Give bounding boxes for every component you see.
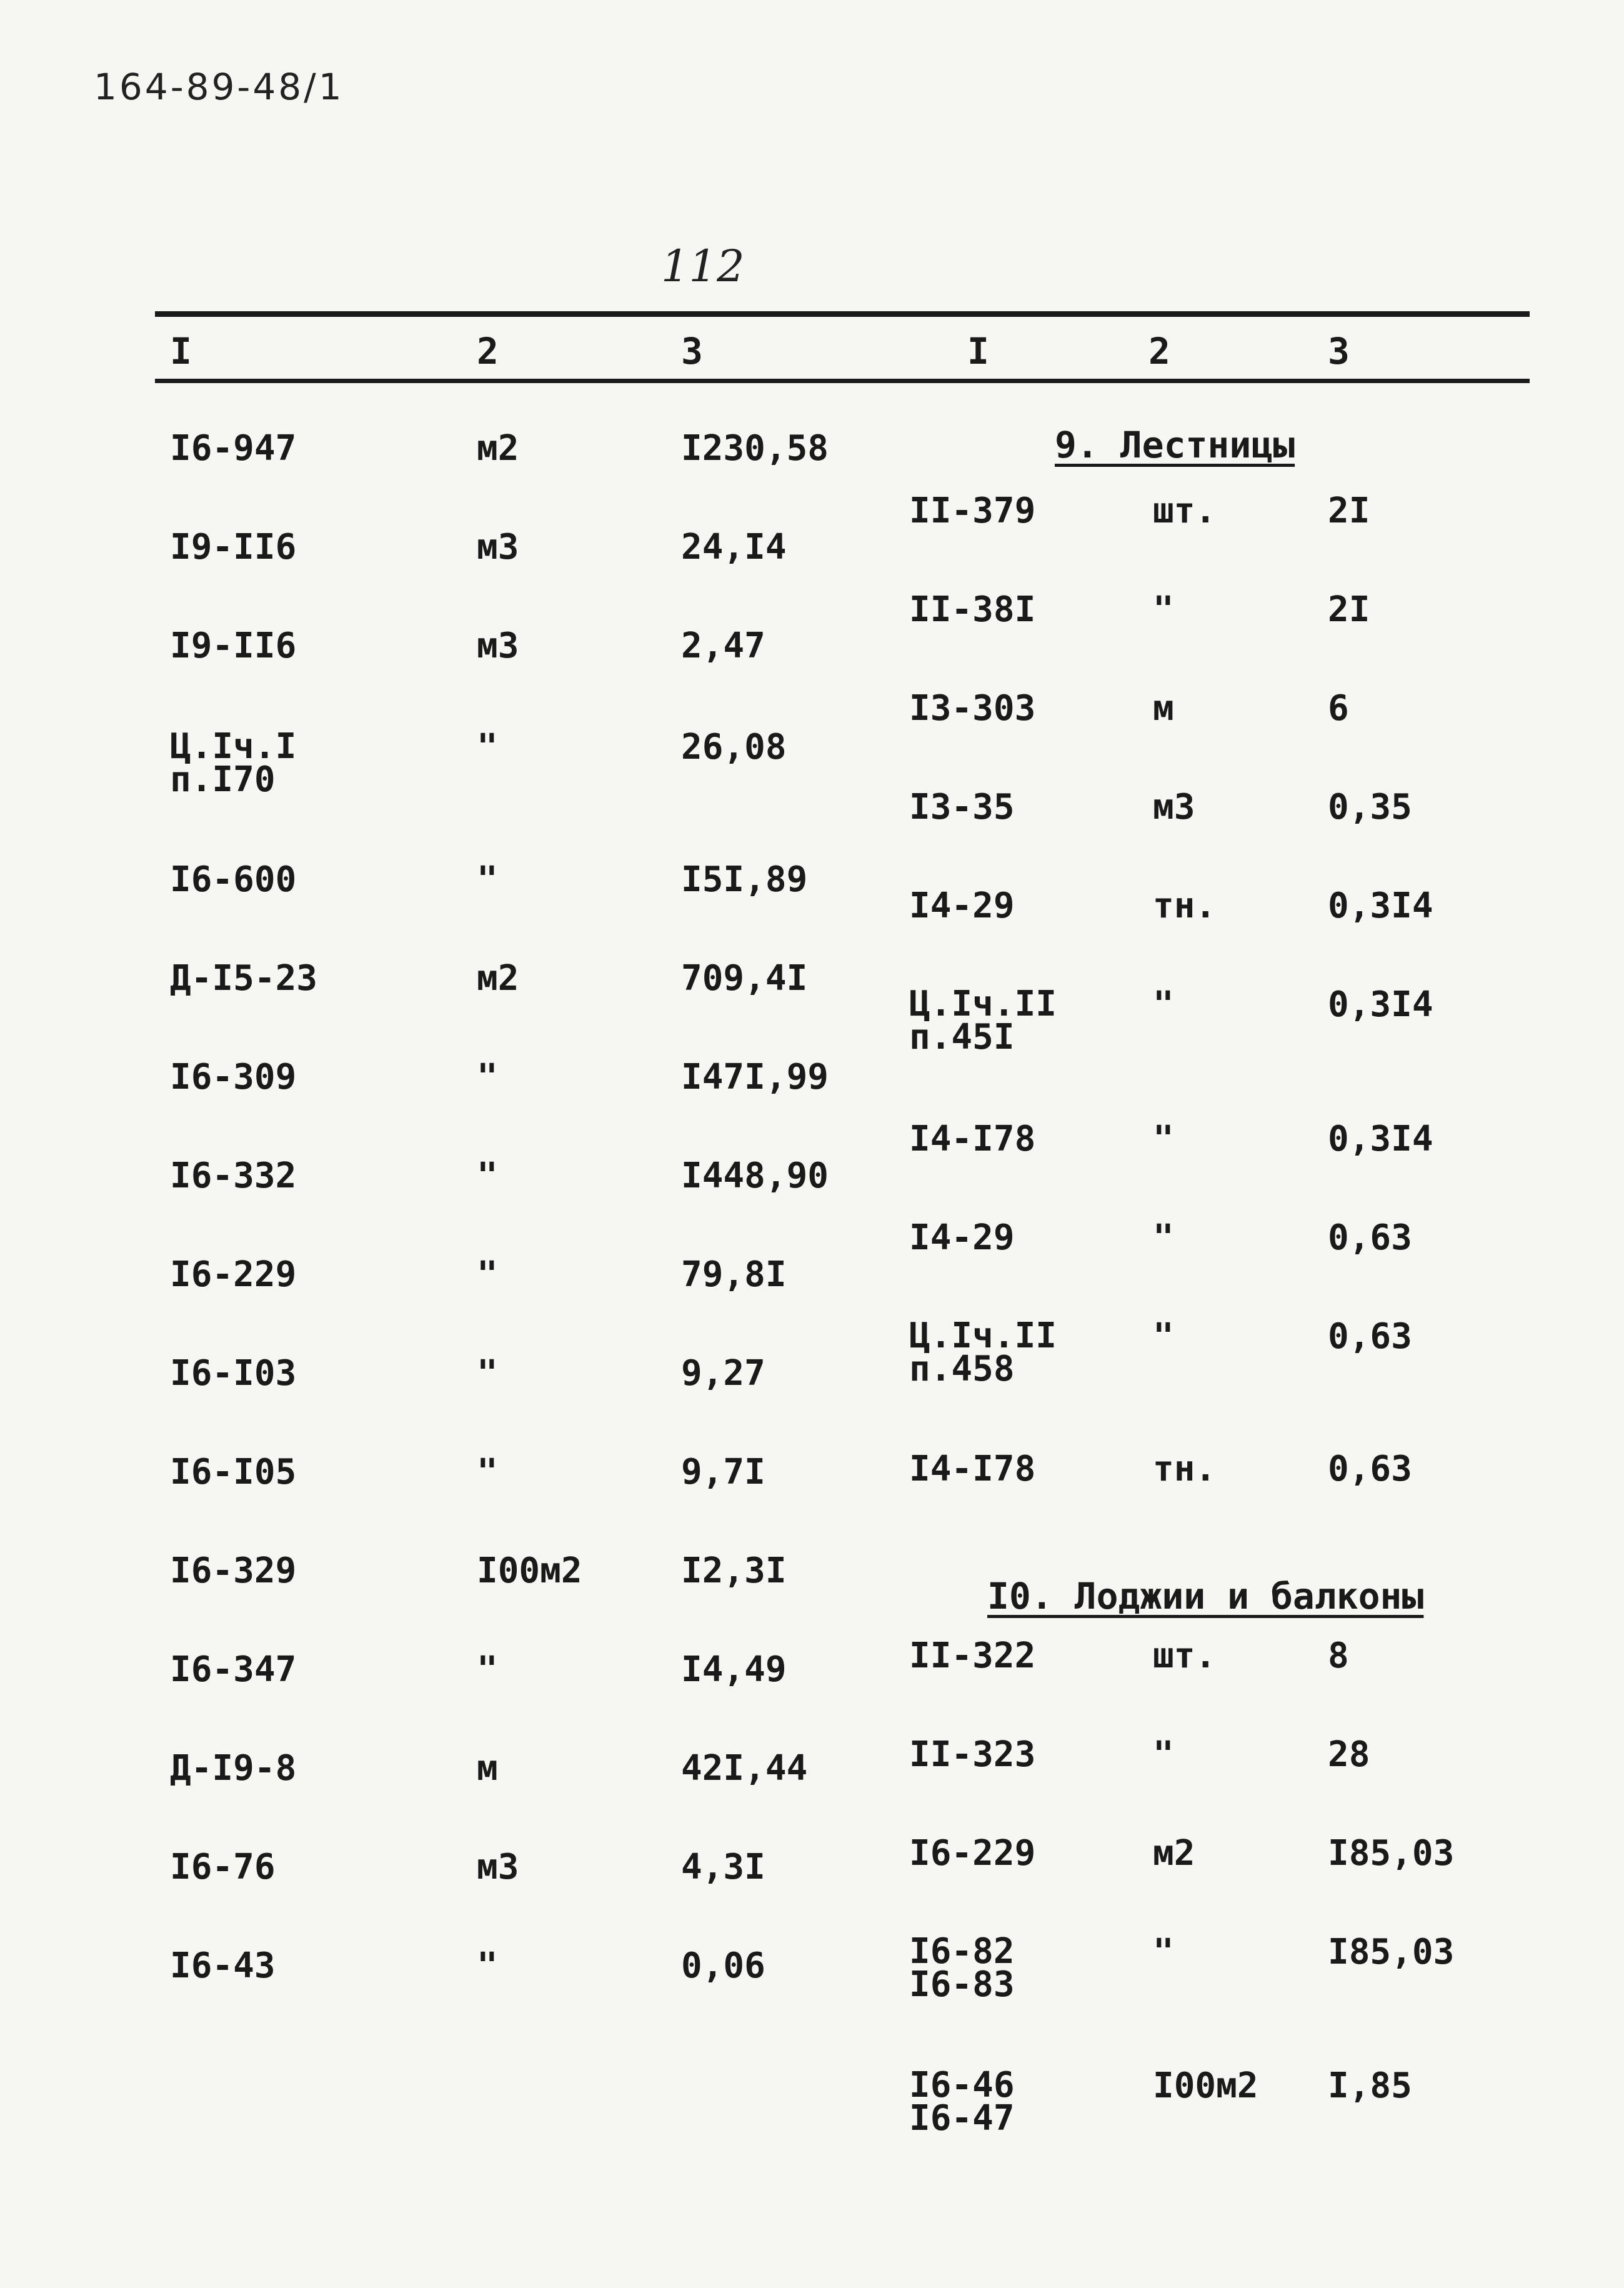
section9-row-3-code: I3-35 [909, 787, 1015, 827]
left-row-2-unit: м3 [477, 626, 519, 666]
left-row-10-value: 9,7I [681, 1452, 765, 1492]
section10-row-3-code: I6-82 I6-83 [909, 1931, 1015, 2006]
left-row-2-code: I9-II6 [170, 626, 297, 666]
left-row-10-unit: " [477, 1452, 498, 1492]
table-top-rule [155, 311, 1530, 317]
left-row-13-value: 42I,44 [681, 1748, 808, 1789]
section9-row-8-code: Ц.Iч.II п.458 [909, 1316, 1057, 1390]
left-row-7-value: I448,90 [681, 1156, 829, 1196]
left-row-6-value: I47I,99 [681, 1057, 829, 1097]
left-row-5-code: Д-I5-23 [170, 958, 318, 999]
section9-row-7-unit: " [1153, 1217, 1174, 1258]
left-row-15-unit: " [477, 1946, 498, 1986]
section9-row-4-value: 0,3I4 [1328, 886, 1433, 926]
left-row-0-code: I6-947 [170, 428, 297, 469]
section10-row-4-value: I,85 [1328, 2066, 1412, 2106]
section10-row-3-unit: " [1153, 1932, 1174, 1972]
section10-row-4-unit: I00м2 [1153, 2066, 1258, 2106]
section9-row-9-code: I4-I78 [909, 1449, 1036, 1489]
left-row-12-code: I6-347 [170, 1649, 297, 1690]
left-row-8-value: 79,8I [681, 1254, 787, 1295]
left-row-3-code: Ц.Iч.I п.I70 [170, 726, 297, 801]
section9-row-6-unit: " [1153, 1119, 1174, 1159]
section9-row-3-value: 0,35 [1328, 787, 1412, 827]
section10-row-1-code: II-323 [909, 1734, 1036, 1775]
left-row-13-unit: м [477, 1748, 498, 1789]
left-row-4-code: I6-600 [170, 859, 297, 900]
header-right-col2: 2 [1148, 330, 1170, 372]
section9-row-2-value: 6 [1328, 688, 1349, 729]
section9-row-4-unit: тн. [1153, 886, 1217, 926]
left-row-15-code: I6-43 [170, 1946, 276, 1986]
section9-row-8-unit: " [1153, 1316, 1174, 1357]
section9-row-2-code: I3-303 [909, 688, 1036, 729]
section9-row-5-value: 0,3I4 [1328, 984, 1433, 1025]
section10-row-3-value: I85,03 [1328, 1932, 1455, 1972]
section-9-title: 9. Лестницы [1055, 424, 1295, 466]
left-row-11-unit: I00м2 [477, 1551, 582, 1591]
left-row-14-value: 4,3I [681, 1847, 765, 1887]
left-row-14-unit: м3 [477, 1847, 519, 1887]
left-row-5-value: 709,4I [681, 958, 808, 999]
left-row-3-unit: " [477, 727, 498, 767]
header-left-col2: 2 [477, 330, 499, 372]
section10-row-4-code: I6-46 I6-47 [909, 2065, 1015, 2139]
document-code: 164-89-48/1 [94, 66, 344, 108]
left-row-7-unit: " [477, 1156, 498, 1196]
section9-row-6-value: 0,3I4 [1328, 1119, 1433, 1159]
left-row-4-unit: " [477, 859, 498, 900]
left-row-10-code: I6-I05 [170, 1452, 297, 1492]
left-row-11-value: I2,3I [681, 1551, 787, 1591]
section9-row-9-value: 0,63 [1328, 1449, 1412, 1489]
left-row-8-code: I6-229 [170, 1254, 297, 1295]
section10-row-0-unit: шт. [1153, 1636, 1217, 1676]
left-row-9-code: I6-I03 [170, 1353, 297, 1394]
left-row-9-value: 9,27 [681, 1353, 765, 1394]
left-row-1-code: I9-II6 [170, 527, 297, 567]
section-10-title: I0. Лоджии и балконы [987, 1575, 1424, 1617]
left-row-12-unit: " [477, 1649, 498, 1690]
section10-row-2-unit: м2 [1153, 1833, 1195, 1874]
left-row-7-code: I6-332 [170, 1156, 297, 1196]
section9-row-5-code: Ц.Iч.II п.45I [909, 984, 1057, 1058]
section9-row-0-code: II-379 [909, 491, 1036, 531]
section9-row-0-unit: шт. [1153, 491, 1217, 531]
left-row-14-code: I6-76 [170, 1847, 276, 1887]
left-row-4-value: I5I,89 [681, 859, 808, 900]
section9-row-8-value: 0,63 [1328, 1316, 1412, 1357]
left-row-6-code: I6-309 [170, 1057, 297, 1097]
header-left-col3: 3 [681, 330, 703, 372]
section9-row-4-code: I4-29 [909, 886, 1015, 926]
left-row-12-value: I4,49 [681, 1649, 787, 1690]
section10-row-2-code: I6-229 [909, 1833, 1036, 1874]
section10-row-1-value: 28 [1328, 1734, 1370, 1775]
left-row-0-value: I230,58 [681, 428, 829, 469]
section9-row-7-code: I4-29 [909, 1217, 1015, 1258]
section9-row-6-code: I4-I78 [909, 1119, 1036, 1159]
section10-row-1-unit: " [1153, 1734, 1174, 1775]
page-number: 112 [661, 241, 745, 292]
section9-row-0-value: 2I [1328, 491, 1370, 531]
left-row-0-unit: м2 [477, 428, 519, 469]
section10-row-2-value: I85,03 [1328, 1833, 1455, 1874]
left-row-6-unit: " [477, 1057, 498, 1097]
left-row-11-code: I6-329 [170, 1551, 297, 1591]
left-row-13-code: Д-I9-8 [170, 1748, 297, 1789]
section9-row-7-value: 0,63 [1328, 1217, 1412, 1258]
left-row-15-value: 0,06 [681, 1946, 765, 1986]
header-right-col1: I [967, 330, 989, 372]
section10-row-0-value: 8 [1328, 1636, 1349, 1676]
header-left-col1: I [170, 330, 192, 372]
section9-row-5-unit: " [1153, 984, 1174, 1025]
table-header-rule [155, 379, 1530, 383]
left-row-1-value: 24,I4 [681, 527, 787, 567]
left-row-2-value: 2,47 [681, 626, 765, 666]
left-row-5-unit: м2 [477, 958, 519, 999]
section9-row-1-code: II-38I [909, 589, 1036, 630]
section10-row-0-code: II-322 [909, 1636, 1036, 1676]
section9-row-2-unit: м [1153, 688, 1174, 729]
section9-row-1-unit: " [1153, 589, 1174, 630]
left-row-1-unit: м3 [477, 527, 519, 567]
section9-row-3-unit: м3 [1153, 787, 1195, 827]
left-row-9-unit: " [477, 1353, 498, 1394]
left-row-8-unit: " [477, 1254, 498, 1295]
section9-row-9-unit: тн. [1153, 1449, 1217, 1489]
header-right-col3: 3 [1328, 330, 1350, 372]
left-row-3-value: 26,08 [681, 727, 787, 767]
section9-row-1-value: 2I [1328, 589, 1370, 630]
